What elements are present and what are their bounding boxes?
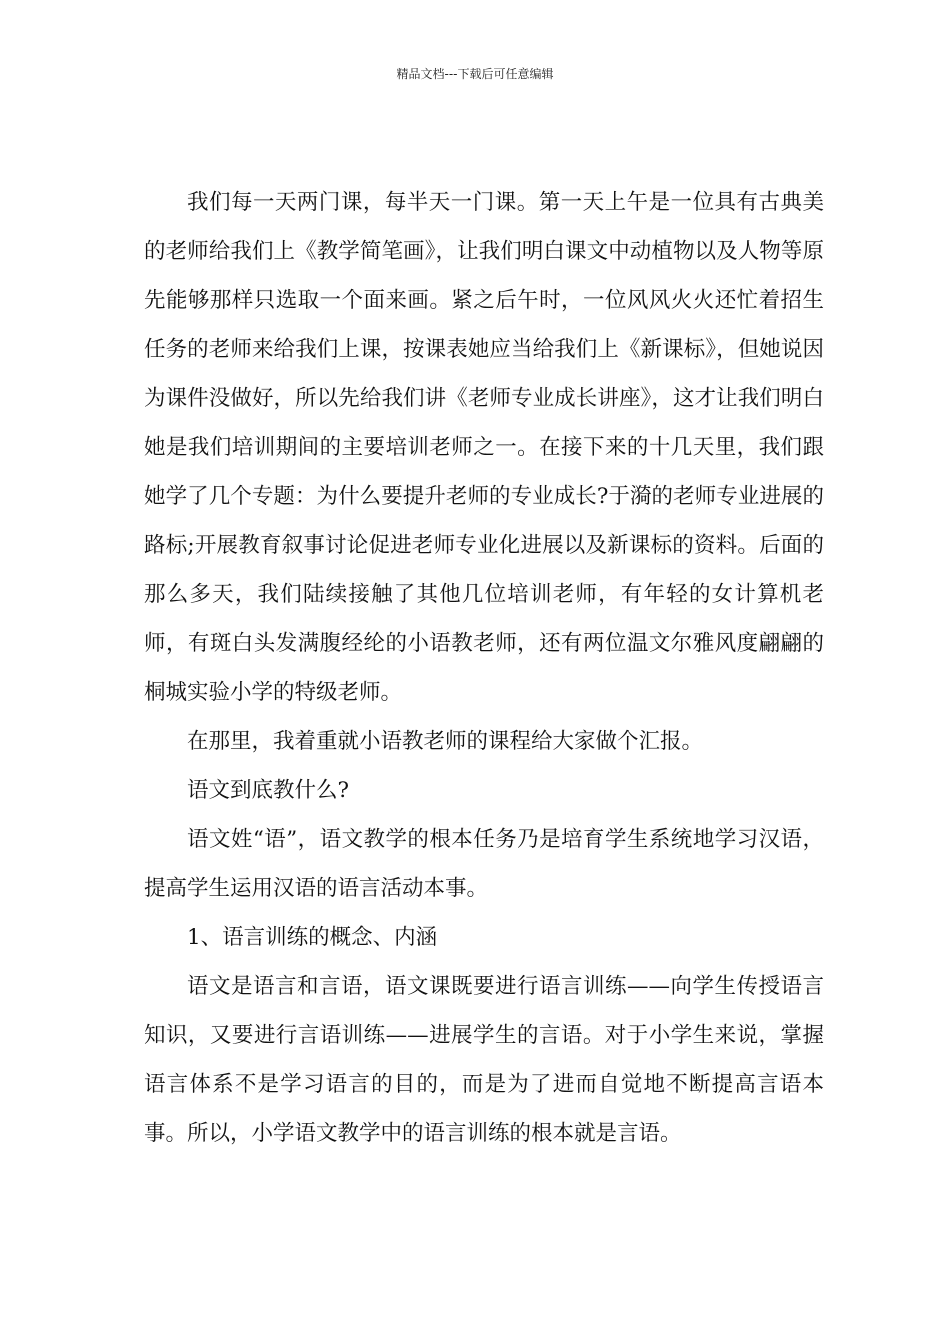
page-header: 精品文档---下载后可任意编辑 xyxy=(396,67,554,81)
paragraph-2: 在那里，我着重就小语教老师的课程给大家做个汇报。 xyxy=(187,729,704,754)
section-heading: 1、语言训练的概念、内涵 xyxy=(187,925,438,950)
paragraph-4: 语文姓“语”，语文教学的根本任务乃是培育学生系统地学习汉语，提高学生运用汉语的语言活动本事。 xyxy=(144,827,824,901)
paragraph-3: 语文到底教什么? xyxy=(187,778,350,803)
paragraph-1: 我们每一天两门课，每半天一门课。第一天上午是一位具有古典美的老师给我们上《教学简笔画》，让我们明白课文中动植物以及人物等原先能够那样只选取一个面来画。紧之后午时，一位风风火火还忙着招生任务的老师来给我们上课，按课表她应当给我们上《新课标》，但她说因为课件没做好，所以先给我们讲《老师专业成长讲座》，这才让我们明白她是我们培训期间的主要培训老师之一。在接下来的十几天里，我们跟她学了几个专题：为什么要提升老师的专业成长?于漪的老师专业进展的路标;开展教育叙事讨论促进老师专业化进展以及新课标的资料。后面的那么多天，我们陆续接触了其他几位培训老师，有年轻的女计算机老师，有斑白头发满腹经纶的小语教老师，还有两位温文尔雅风度翩翩的桐城实验小学的特级老师。 xyxy=(144,190,824,705)
paragraph-5: 语文是语言和言语，语文课既要进行语言训练——向学生传授语言知识，又要进行言语训练——进展学生的言语。对于小学生来说，掌握语言体系不是学习语言的目的，而是为了进而自觉地不断提高言语本事。所以，小学语文教学中的语言训练的根本就是言语。 xyxy=(144,974,824,1146)
document-body xyxy=(144,178,824,1158)
